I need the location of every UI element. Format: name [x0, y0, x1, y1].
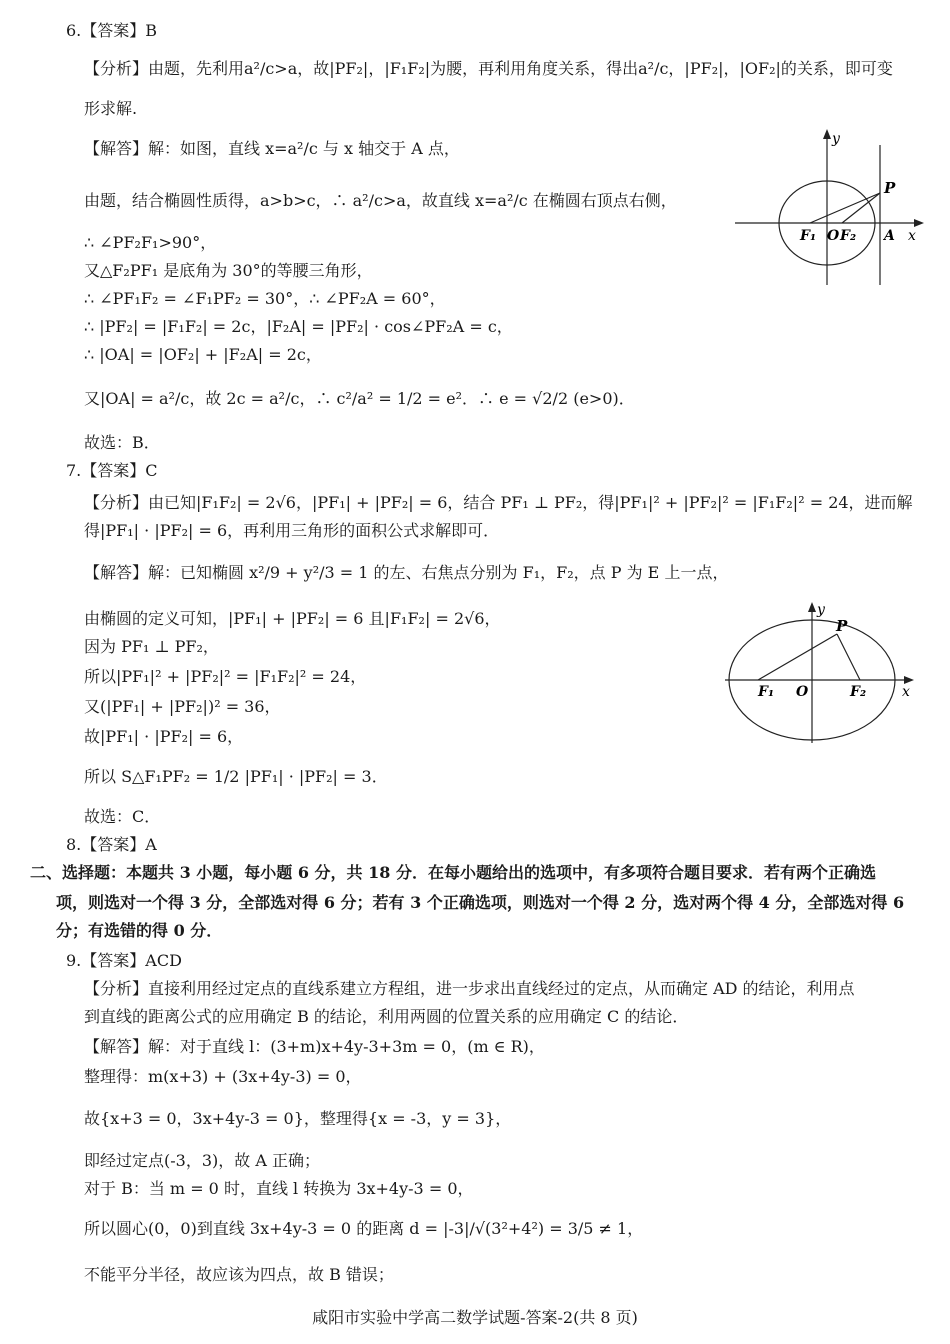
fig1-label-x: x [908, 228, 916, 244]
text-line: 9.【答案】ACD [66, 951, 182, 970]
fig2-y-arrow [808, 602, 816, 612]
text-line: 又△F₂PF₁ 是底角为 30°的等腰三角形， [84, 261, 373, 280]
text-line: 分；有选错的得 0 分． [56, 921, 223, 940]
text-line: ∴ |PF₂| = |F₁F₂| = 2c，|F₂A| = |PF₂| · cos∠PF₂A = c， [84, 317, 513, 336]
text-line: ∴ |OA| = |OF₂| + |F₂A| = 2c， [84, 345, 322, 364]
fig2-x-arrow [904, 676, 914, 684]
text-line: 故选：C． [84, 807, 161, 826]
fig2-label-O: O [796, 684, 809, 700]
fig2-label-F1: F₁ [758, 684, 775, 700]
text-line: 由椭圆的定义可知，|PF₁| + |PF₂| = 6 且|F₁F₂| = 2√6， [84, 609, 501, 628]
fig2-label-F2: F₂ [850, 684, 867, 700]
page-footer: 咸阳市实验中学高二数学试题-答案-2(共 8 页) [312, 1308, 638, 1327]
fig1-segment-F1P [810, 193, 880, 223]
figure-ellipse-right-angle [720, 598, 930, 748]
fig1-label-P: P [884, 179, 896, 197]
text-line: 【分析】直接利用经过定点的直线系建立方程组，进一步求出直线经过的定点，从而确定 AD 的结论，利用点 [84, 979, 855, 998]
text-line: ∴ ∠PF₁F₂ = ∠F₁PF₂ = 30°，∴ ∠PF₂A = 60°， [84, 289, 446, 308]
fig1-label-y: y [832, 131, 840, 147]
text-line: 故{x+3 = 0，3x+4y-3 = 0}，整理得{x = -3，y = 3}， [84, 1109, 512, 1128]
text-line: 故选：B． [84, 433, 160, 452]
text-line: 形求解. [84, 99, 138, 118]
fig2-label-x: x [902, 684, 910, 700]
fig1-label-F1: F₁ [800, 228, 817, 244]
fig1-label-O: O [827, 228, 840, 244]
fig2-label-P: P [836, 617, 848, 635]
text-line: 【解答】解：已知椭圆 x²/9 + y²/3 = 1 的左、右焦点分别为 F₁，F₂，点 P 为 E 上一点， [84, 563, 729, 582]
text-line: 不能平分半径，故应该为四点，故 B 错误； [84, 1265, 394, 1284]
text-line: 又|OA| = a²/c，故 2c = a²/c，∴ c²/a² = 1/2 = e²．∴ e = √2/2 (e>0)． [84, 389, 635, 408]
text-line: 得|PF₁| · |PF₂| = 6，再利用三角形的面积公式求解即可． [84, 521, 500, 540]
text-line: 所以|PF₁|² + |PF₂|² = |F₁F₂|² = 24， [84, 667, 367, 686]
text-line: 由题，结合椭圆性质得，a>b>c，∴ a²/c>a，故直线 x=a²/c 在椭圆右顶点右侧， [84, 191, 677, 210]
fig1-y-arrow [823, 129, 831, 139]
text-line: 整理得：m(x+3) + (3x+4y-3) = 0， [84, 1067, 362, 1086]
fig2-label-y: y [817, 602, 825, 618]
text-line: 【解答】解：对于直线 l：(3+m)x+4y-3+3m = 0，(m ∈ R)， [84, 1037, 545, 1056]
fig1-x-arrow [914, 219, 924, 227]
text-line: 项，则选对一个得 3 分，全部选对得 6 分；若有 3 个正确选项，则选对一个得 2 分，选对两个得 4 分，全部选对得 6 [56, 893, 905, 912]
text-line: 对于 B：当 m = 0 时，直线 l 转换为 3x+4y-3 = 0， [84, 1179, 474, 1198]
text-line: 又(|PF₁| + |PF₂|)² = 36， [84, 697, 281, 716]
text-line: 8.【答案】A [66, 835, 157, 854]
fig2-segment-PF2 [837, 634, 860, 680]
text-line: 【解答】解：如图，直线 x=a²/c 与 x 轴交于 A 点， [84, 139, 460, 158]
fig2-segment-F1P [758, 634, 837, 680]
fig1-label-A: A [884, 228, 895, 244]
text-line: 到直线的距离公式的应用确定 B 的结论，利用两圆的位置关系的应用确定 C 的结论． [84, 1007, 689, 1026]
text-line: 7.【答案】C [66, 461, 158, 480]
text-line: 即经过定点(-3，3)，故 A 正确； [84, 1151, 320, 1170]
fig1-label-F2: F₂ [840, 228, 857, 244]
text-line: ∴ ∠PF₂F₁>90°， [84, 233, 217, 252]
text-line: 6.【答案】B [66, 21, 158, 40]
text-line: 【分析】由题，先利用a²/c>a，故|PF₂|，|F₁F₂|为腰，再利用角度关系，得出a²/c，|PF₂|，|OF₂|的关系，即可变 [84, 59, 893, 78]
text-line: 因为 PF₁ ⊥ PF₂， [84, 637, 219, 656]
text-line: 所以圆心(0，0)到直线 3x+4y-3 = 0 的距离 d = |-3|/√(3²+4²) = 3/5 ≠ 1， [84, 1219, 644, 1238]
text-line: 故|PF₁| · |PF₂| = 6， [84, 727, 244, 746]
text-line: 二、选择题：本题共 3 小题，每小题 6 分，共 18 分．在每小题给出的选项中，有多项符合题目要求．若有两个正确选 [30, 863, 876, 882]
figure-ellipse-directrix [730, 125, 930, 295]
text-line: 【分析】由已知|F₁F₂| = 2√6，|PF₁| + |PF₂| = 6，结合 PF₁ ⊥ PF₂，得|PF₁|² + |PF₂|² = |F₁F₂|² = 24，进而解 [84, 493, 913, 512]
text-line: 所以 S△F₁PF₂ = 1/2 |PF₁| · |PF₂| = 3． [84, 767, 388, 786]
